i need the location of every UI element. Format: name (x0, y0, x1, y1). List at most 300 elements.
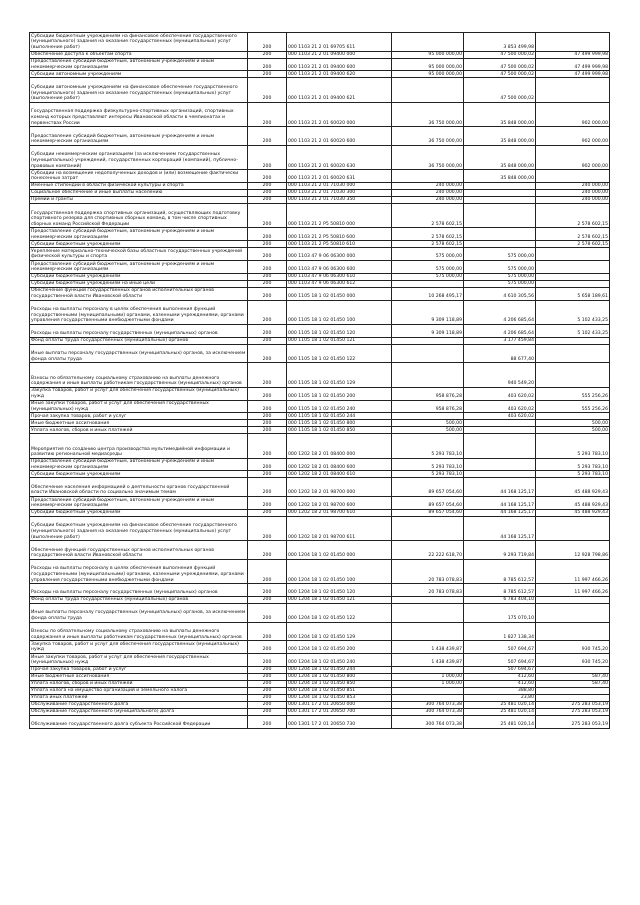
row-line-code-cell: 200 (248, 434, 287, 458)
row-line-code-cell: 200 (248, 597, 287, 604)
row-approved-amount-cell: 1 000,00 (392, 680, 464, 687)
row-line-code-cell: 200 (248, 400, 287, 413)
row-line-code-cell: 200 (248, 584, 287, 597)
row-classification-code-cell: 000 1103 21 2 01 69705 611 (287, 33, 392, 52)
row-unexecuted-amount-cell (536, 337, 610, 344)
row-classification-code-cell: 000 1202 18 2 01 08400 600 (287, 458, 392, 471)
row-name-cell: Иные закупки товаров, работ и услуг для обеспечения государственных (муниципальных) нужд (30, 400, 248, 413)
row-classification-code-cell: 000 1105 18 1 02 01450 240 (287, 400, 392, 413)
row-executed-amount-cell (464, 420, 536, 427)
row-line-code-cell: 200 (248, 363, 287, 387)
row-classification-code-cell: 000 1204 18 1 02 01450 853 (287, 694, 392, 701)
row-executed-amount-cell: 35 848 000,00 (464, 145, 536, 169)
row-unexecuted-amount-cell: 275 283 053,19 (536, 708, 610, 715)
row-executed-amount-cell: 403 620,02 (464, 387, 536, 400)
row-unexecuted-amount-cell: 45 488 929,43 (536, 509, 610, 516)
row-line-code-cell: 200 (248, 241, 287, 248)
table-row (30, 420, 610, 427)
row-classification-code-cell: 000 1105 18 1 02 01450 200 (287, 387, 392, 400)
row-approved-amount-cell: 2 578 602,15 (392, 228, 464, 241)
row-executed-amount-cell: 9 293 719,84 (464, 541, 536, 560)
row-name-cell: Субсидии бюджетным учреждениям (30, 471, 248, 478)
row-executed-amount-cell: 23,80 (464, 694, 536, 701)
row-classification-code-cell: 000 1301 17 2 01 20650 730 (287, 715, 392, 728)
budget-report-page (29, 32, 609, 729)
row-classification-code-cell: 000 1105 18 1 02 01450 120 (287, 324, 392, 337)
row-executed-amount-cell: 35 848 000,00 (464, 170, 536, 183)
row-line-code-cell: 200 (248, 701, 287, 708)
row-approved-amount-cell (392, 170, 464, 183)
row-name-cell: Обслуживание государственного долга субъекта Российской Федерации (30, 715, 248, 728)
row-name-cell: Предоставление субсидий бюджетным, автономным учреждениям и иным некоммерческим организациям (30, 497, 248, 510)
row-executed-amount-cell (464, 196, 536, 203)
table-row (30, 458, 610, 471)
row-name-cell: Субсидии бюджетным учреждениям (30, 273, 248, 280)
row-classification-code-cell: 000 1204 18 1 02 01450 122 (287, 604, 392, 623)
row-unexecuted-amount-cell (536, 363, 610, 387)
table-row (30, 71, 610, 78)
row-classification-code-cell: 000 1103 21 2 P5 50810 610 (287, 241, 392, 248)
row-name-cell: Предоставление субсидий бюджетным, автономным учреждениям и иным некоммерческим организациям (30, 260, 248, 273)
row-line-code-cell: 200 (248, 273, 287, 280)
row-approved-amount-cell: 500,00 (392, 427, 464, 434)
row-classification-code-cell: 000 1103 21 2 01 60020 631 (287, 170, 392, 183)
row-unexecuted-amount-cell: 930 745,20 (536, 641, 610, 654)
row-line-code-cell: 200 (248, 78, 287, 102)
table-row (30, 715, 610, 728)
row-executed-amount-cell: 507 694,67 (464, 654, 536, 667)
row-approved-amount-cell: 89 657 054,60 (392, 478, 464, 497)
row-classification-code-cell: 000 1103 21 2 01 09400 621 (287, 78, 392, 102)
row-executed-amount-cell: 25 481 020,14 (464, 708, 536, 715)
row-name-cell: Мероприятия по созданию центра производства мультимедийной информации и развитию региональной медиасреды (30, 434, 248, 458)
row-name-cell: Иные закупки товаров, работ и услуг для обеспечения государственных (муниципальных) нужд (30, 654, 248, 667)
row-classification-code-cell: 000 1204 18 1 02 01450 850 (287, 680, 392, 687)
row-executed-amount-cell: 4 206 685,64 (464, 324, 536, 337)
row-name-cell: Премии и гранты (30, 196, 248, 203)
row-executed-amount-cell: 25 481 020,14 (464, 701, 536, 708)
row-name-cell: Государственная поддержка спортивных организаций, осуществляющих подготовку спортивного резерва для спортивных сборных команд, в том числе спортивных сборных команд Российской Федерации (30, 203, 248, 227)
row-name-cell: Субсидии бюджетным учреждениям на финансовое обеспечение государственного (муниципального) задания на оказание государственных (муниципальных) услуг (выполнение работ) (30, 516, 248, 540)
row-unexecuted-amount-cell (536, 78, 610, 102)
row-executed-amount-cell: 575 000,00 (464, 273, 536, 280)
row-unexecuted-amount-cell: 587,40 (536, 673, 610, 680)
row-unexecuted-amount-cell: 240 000,00 (536, 196, 610, 203)
row-line-code-cell: 200 (248, 387, 287, 400)
row-name-cell: Обеспечение населения информацией о деятельности органов государственной власти Ивановской области по социально значимым темам (30, 478, 248, 497)
table-row (30, 497, 610, 510)
table-row (30, 273, 610, 280)
row-approved-amount-cell (392, 622, 464, 641)
row-approved-amount-cell: 240 000,00 (392, 189, 464, 196)
row-name-cell: Уплата налога на имущество организаций и земельного налога (30, 687, 248, 694)
row-classification-code-cell: 000 1103 21 2 01 60020 630 (287, 145, 392, 169)
row-name-cell: Субсидии бюджетным учреждениям на иные цели (30, 280, 248, 287)
row-line-code-cell: 200 (248, 680, 287, 687)
row-line-code-cell: 200 (248, 287, 287, 300)
row-classification-code-cell: 000 1202 18 2 01 98700 610 (287, 509, 392, 516)
row-approved-amount-cell: 9 309 118,89 (392, 300, 464, 324)
row-approved-amount-cell (392, 33, 464, 52)
row-line-code-cell: 200 (248, 509, 287, 516)
row-executed-amount-cell: 1 827 138,34 (464, 622, 536, 641)
row-unexecuted-amount-cell: 11 997 466,26 (536, 559, 610, 583)
row-approved-amount-cell: 2 578 602,15 (392, 241, 464, 248)
table-row (30, 182, 610, 189)
row-executed-amount-cell: 575 000,00 (464, 280, 536, 287)
row-line-code-cell: 200 (248, 497, 287, 510)
row-unexecuted-amount-cell (536, 344, 610, 363)
row-classification-code-cell: 000 1105 18 1 02 01450 850 (287, 427, 392, 434)
row-executed-amount-cell: 35 848 000,00 (464, 102, 536, 126)
row-approved-amount-cell: 95 000 000,00 (392, 71, 464, 78)
row-unexecuted-amount-cell: 2 578 602,15 (536, 241, 610, 248)
row-unexecuted-amount-cell: 275 283 053,19 (536, 715, 610, 728)
row-approved-amount-cell: 2 578 602,15 (392, 203, 464, 227)
row-executed-amount-cell: 25 481 020,14 (464, 715, 536, 728)
row-line-code-cell: 200 (248, 541, 287, 560)
row-classification-code-cell: 000 1204 18 1 02 01450 100 (287, 559, 392, 583)
row-approved-amount-cell: 300 764 073,38 (392, 715, 464, 728)
row-line-code-cell: 200 (248, 427, 287, 434)
row-executed-amount-cell: 412,60 (464, 673, 536, 680)
table-row (30, 58, 610, 71)
row-line-code-cell: 200 (248, 127, 287, 146)
row-unexecuted-amount-cell: 902 000,00 (536, 127, 610, 146)
row-approved-amount-cell (392, 694, 464, 701)
row-name-cell: Уплата налогов, сборов и иных платежей (30, 427, 248, 434)
row-name-cell: Субсидии автономным учреждениям на финансовое обеспечение государственного (муниципального) задания на оказание государственных (муниципальных) услуг (выполнение работ) (30, 78, 248, 102)
row-executed-amount-cell: 412,60 (464, 680, 536, 687)
row-approved-amount-cell (392, 597, 464, 604)
row-executed-amount-cell: 575 000,00 (464, 260, 536, 273)
row-name-cell: Иные бюджетные ассигнования (30, 420, 248, 427)
row-line-code-cell: 200 (248, 228, 287, 241)
row-line-code-cell: 200 (248, 33, 287, 52)
table-row (30, 300, 610, 324)
row-name-cell: Обеспечение функций государственных органов исполнительных органов государственной власти Ивановской области (30, 287, 248, 300)
row-unexecuted-amount-cell: 5 102 433,25 (536, 324, 610, 337)
row-name-cell: Предоставление субсидий бюджетным, автономным учреждениям и иным некоммерческим организациям (30, 58, 248, 71)
table-row (30, 287, 610, 300)
table-row (30, 248, 610, 261)
row-approved-amount-cell: 5 293 783,10 (392, 471, 464, 478)
row-line-code-cell: 200 (248, 471, 287, 478)
row-approved-amount-cell (392, 604, 464, 623)
row-executed-amount-cell: 88 677,40 (464, 344, 536, 363)
row-line-code-cell: 200 (248, 102, 287, 126)
row-line-code-cell: 200 (248, 715, 287, 728)
row-unexecuted-amount-cell: 930 745,20 (536, 654, 610, 667)
row-executed-amount-cell: 8 785 612,57 (464, 559, 536, 583)
row-line-code-cell: 200 (248, 248, 287, 261)
row-line-code-cell: 200 (248, 189, 287, 196)
row-approved-amount-cell: 36 750 000,00 (392, 102, 464, 126)
row-classification-code-cell: 000 1103 21 2 01 09400 620 (287, 71, 392, 78)
row-unexecuted-amount-cell (536, 687, 610, 694)
row-approved-amount-cell: 575 000,00 (392, 260, 464, 273)
row-unexecuted-amount-cell (536, 413, 610, 420)
table-row (30, 597, 610, 604)
row-unexecuted-amount-cell: 47 499 999,98 (536, 51, 610, 58)
table-row (30, 127, 610, 146)
row-executed-amount-cell: 507 694,67 (464, 641, 536, 654)
row-executed-amount-cell: 35 848 000,00 (464, 127, 536, 146)
row-unexecuted-amount-cell (536, 260, 610, 273)
row-line-code-cell: 200 (248, 641, 287, 654)
table-row (30, 33, 610, 52)
table-row (30, 400, 610, 413)
row-classification-code-cell: 000 1103 47 9 06 06300 612 (287, 280, 392, 287)
row-classification-code-cell: 000 1103 21 2 P5 50810 600 (287, 228, 392, 241)
row-approved-amount-cell: 1 000,00 (392, 673, 464, 680)
row-classification-code-cell: 000 1204 18 1 02 01450 000 (287, 541, 392, 560)
table-row (30, 694, 610, 701)
row-classification-code-cell: 000 1103 21 2 01 60020 600 (287, 127, 392, 146)
row-approved-amount-cell: 300 764 073,38 (392, 708, 464, 715)
table-row (30, 324, 610, 337)
row-executed-amount-cell: 388,80 (464, 687, 536, 694)
row-line-code-cell: 200 (248, 337, 287, 344)
table-row (30, 189, 610, 196)
row-approved-amount-cell (392, 413, 464, 420)
row-name-cell: Именные стипендии в области физической культуры и спорта (30, 182, 248, 189)
table-row (30, 641, 610, 654)
row-approved-amount-cell: 20 783 078,83 (392, 584, 464, 597)
row-name-cell: Расходы на выплаты персоналу государственных (муниципальных) органов (30, 584, 248, 597)
row-approved-amount-cell: 958 876,28 (392, 387, 464, 400)
table-row (30, 337, 610, 344)
row-classification-code-cell: 000 1103 21 2 01 09400 600 (287, 58, 392, 71)
row-line-code-cell: 200 (248, 58, 287, 71)
row-line-code-cell: 200 (248, 196, 287, 203)
row-name-cell: Социальное обеспечение и иные выплаты населению (30, 189, 248, 196)
row-unexecuted-amount-cell: 2 578 602,15 (536, 228, 610, 241)
row-approved-amount-cell: 300 764 073,38 (392, 701, 464, 708)
row-unexecuted-amount-cell (536, 516, 610, 540)
row-classification-code-cell: 000 1103 21 2 P5 50810 000 (287, 203, 392, 227)
table-row (30, 260, 610, 273)
row-name-cell: Закупка товаров, работ и услуг для обеспечения государственных (муниципальных) нужд (30, 641, 248, 654)
row-approved-amount-cell: 9 309 118,89 (392, 324, 464, 337)
row-classification-code-cell: 000 1103 21 2 01 71030 000 (287, 182, 392, 189)
table-row (30, 673, 610, 680)
row-line-code-cell: 200 (248, 300, 287, 324)
row-executed-amount-cell: 3 853 499,98 (464, 33, 536, 52)
row-classification-code-cell: 000 1202 18 2 01 98700 600 (287, 497, 392, 510)
table-row (30, 478, 610, 497)
row-approved-amount-cell: 958 876,28 (392, 400, 464, 413)
row-executed-amount-cell: 6 783 404,10 (464, 597, 536, 604)
row-approved-amount-cell: 1 438 439,87 (392, 641, 464, 654)
row-line-code-cell: 200 (248, 694, 287, 701)
row-line-code-cell: 200 (248, 344, 287, 363)
row-name-cell: Субсидии автономным учреждениям (30, 71, 248, 78)
row-name-cell: Субсидии бюджетным учреждениям (30, 241, 248, 248)
row-approved-amount-cell: 10 268 495,17 (392, 287, 464, 300)
row-line-code-cell: 200 (248, 170, 287, 183)
row-line-code-cell: 200 (248, 654, 287, 667)
row-unexecuted-amount-cell: 11 997 466,26 (536, 584, 610, 597)
table-row (30, 170, 610, 183)
row-executed-amount-cell: 47 500 000,02 (464, 58, 536, 71)
row-unexecuted-amount-cell: 47 499 999,98 (536, 58, 610, 71)
row-classification-code-cell: 000 1105 18 1 02 01450 122 (287, 344, 392, 363)
row-name-cell: Обслуживание государственного долга (30, 701, 248, 708)
row-executed-amount-cell (464, 241, 536, 248)
row-line-code-cell: 200 (248, 182, 287, 189)
row-unexecuted-amount-cell (536, 273, 610, 280)
row-name-cell: Расходы на выплаты персоналу в целях обеспечения выполнения функций государственными (муниципальными) органами, казенными учреждениями, органами управления государственными внебюджетными фондами (30, 300, 248, 324)
row-approved-amount-cell (392, 687, 464, 694)
row-unexecuted-amount-cell: 47 499 999,98 (536, 71, 610, 78)
table-row (30, 280, 610, 287)
row-classification-code-cell: 000 1204 18 1 02 01450 120 (287, 584, 392, 597)
row-unexecuted-amount-cell (536, 33, 610, 52)
table-row (30, 196, 610, 203)
row-name-cell: Прочая закупка товаров, работ и услуг (30, 413, 248, 420)
table-row (30, 687, 610, 694)
table-row (30, 559, 610, 583)
row-unexecuted-amount-cell (536, 666, 610, 673)
row-classification-code-cell: 000 1103 21 2 01 71030 300 (287, 189, 392, 196)
row-line-code-cell: 200 (248, 604, 287, 623)
table-row (30, 701, 610, 708)
row-unexecuted-amount-cell (536, 604, 610, 623)
row-approved-amount-cell (392, 280, 464, 287)
table-row (30, 509, 610, 516)
table-row (30, 680, 610, 687)
row-classification-code-cell: 000 1204 18 1 02 01450 121 (287, 597, 392, 604)
row-approved-amount-cell (392, 337, 464, 344)
row-line-code-cell: 200 (248, 666, 287, 673)
row-name-cell: Обеспечение функций государственных органов исполнительных органов государственной власти Ивановской области (30, 541, 248, 560)
row-line-code-cell: 200 (248, 145, 287, 169)
row-classification-code-cell: 000 1103 47 9 06 06300 000 (287, 248, 392, 261)
row-unexecuted-amount-cell: 902 000,00 (536, 102, 610, 126)
table-row (30, 363, 610, 387)
row-executed-amount-cell: 47 500 000,02 (464, 78, 536, 102)
row-unexecuted-amount-cell (536, 280, 610, 287)
row-classification-code-cell: 000 1301 17 2 01 20650 700 (287, 708, 392, 715)
table-row (30, 434, 610, 458)
row-name-cell: Государственная поддержка физкультурно-спортивных организаций, спортивных команд которых представляют интересы Ивановской области в чемпионатах и первенствах России (30, 102, 248, 126)
row-name-cell: Взносы по обязательному социальному страхованию на выплаты денежного содержания и иные выплаты работникам государственных (муниципальных) органов (30, 363, 248, 387)
row-approved-amount-cell (392, 363, 464, 387)
row-unexecuted-amount-cell: 45 488 929,43 (536, 478, 610, 497)
row-name-cell: Фонд оплаты труда государственных (муниципальных) органов (30, 597, 248, 604)
table-row (30, 51, 610, 58)
row-unexecuted-amount-cell: 500,00 (536, 427, 610, 434)
row-classification-code-cell: 000 1204 18 1 02 01450 129 (287, 622, 392, 641)
row-executed-amount-cell: 3 177 459,84 (464, 337, 536, 344)
table-row (30, 516, 610, 540)
row-line-code-cell: 200 (248, 260, 287, 273)
table-row (30, 387, 610, 400)
row-classification-code-cell: 000 1103 21 2 01 09400 000 (287, 51, 392, 58)
table-row (30, 344, 610, 363)
table-row (30, 708, 610, 715)
row-approved-amount-cell: 36 750 000,00 (392, 145, 464, 169)
row-approved-amount-cell: 575 000,00 (392, 273, 464, 280)
row-line-code-cell: 200 (248, 420, 287, 427)
row-name-cell: Субсидии на возмещение недополученных доходов и (или) возмещение фактически понесенных затрат (30, 170, 248, 183)
row-executed-amount-cell: 44 168 125,17 (464, 478, 536, 497)
row-name-cell: Фонд оплаты труда государственных (муниципальных) органов (30, 337, 248, 344)
row-approved-amount-cell: 95 000 000,00 (392, 51, 464, 58)
row-executed-amount-cell: 8 785 612,57 (464, 584, 536, 597)
row-executed-amount-cell: 47 500 000,02 (464, 51, 536, 58)
row-unexecuted-amount-cell: 240 000,00 (536, 182, 610, 189)
row-unexecuted-amount-cell: 5 102 433,25 (536, 300, 610, 324)
row-unexecuted-amount-cell (536, 694, 610, 701)
row-name-cell: Расходы на выплаты персоналу в целях обеспечения выполнения функций государственными (муниципальными) органами, казенными учреждениями, органами управления государственными внебюджетными фондами (30, 559, 248, 583)
row-unexecuted-amount-cell (536, 622, 610, 641)
row-executed-amount-cell (464, 228, 536, 241)
row-classification-code-cell: 000 1105 18 1 02 01450 121 (287, 337, 392, 344)
row-unexecuted-amount-cell: 902 000,00 (536, 145, 610, 169)
row-name-cell: Предоставление субсидий бюджетным, автономным учреждениям и иным некоммерческим организациям (30, 127, 248, 146)
row-line-code-cell: 200 (248, 673, 287, 680)
row-classification-code-cell: 000 1103 47 9 06 06300 610 (287, 273, 392, 280)
row-executed-amount-cell: 507 694,67 (464, 666, 536, 673)
row-classification-code-cell: 000 1204 18 1 02 01450 240 (287, 654, 392, 667)
table-row (30, 622, 610, 641)
row-approved-amount-cell: 5 293 783,10 (392, 458, 464, 471)
row-name-cell: Субсидии бюджетным учреждениям (30, 509, 248, 516)
row-unexecuted-amount-cell: 275 283 053,19 (536, 701, 610, 708)
row-executed-amount-cell (464, 434, 536, 458)
table-row (30, 604, 610, 623)
table-row (30, 471, 610, 478)
row-line-code-cell: 200 (248, 324, 287, 337)
row-unexecuted-amount-cell: 240 000,00 (536, 189, 610, 196)
row-approved-amount-cell (392, 666, 464, 673)
row-executed-amount-cell: 4 206 685,64 (464, 300, 536, 324)
row-executed-amount-cell (464, 458, 536, 471)
table-body (30, 33, 610, 729)
row-line-code-cell: 200 (248, 280, 287, 287)
row-approved-amount-cell: 575 000,00 (392, 248, 464, 261)
row-approved-amount-cell: 5 293 783,10 (392, 434, 464, 458)
table-row (30, 102, 610, 126)
row-executed-amount-cell (464, 427, 536, 434)
row-name-cell: Уплата налогов, сборов и иных платежей (30, 680, 248, 687)
row-executed-amount-cell: 44 168 125,17 (464, 516, 536, 540)
row-approved-amount-cell: 20 783 078,83 (392, 559, 464, 583)
row-executed-amount-cell (464, 471, 536, 478)
budget-expenditure-table (29, 32, 610, 729)
row-executed-amount-cell: 44 168 125,17 (464, 497, 536, 510)
row-name-cell: Предоставление субсидий бюджетным, автономным учреждениям и иным некоммерческим организациям (30, 458, 248, 471)
row-name-cell: Субсидии некоммерческим организациям (за исключением государственных (муниципальных) учреждений, государственных корпораций (компаний), публично-правовых компаний) (30, 145, 248, 169)
row-approved-amount-cell: 36 750 000,00 (392, 127, 464, 146)
row-unexecuted-amount-cell (536, 597, 610, 604)
row-unexecuted-amount-cell: 5 293 783,10 (536, 458, 610, 471)
row-classification-code-cell: 000 1105 18 1 02 01450 129 (287, 363, 392, 387)
row-unexecuted-amount-cell (536, 248, 610, 261)
row-classification-code-cell: 000 1105 18 1 02 01450 244 (287, 413, 392, 420)
table-row (30, 145, 610, 169)
row-line-code-cell: 200 (248, 622, 287, 641)
row-classification-code-cell: 000 1202 18 2 01 98700 000 (287, 478, 392, 497)
row-approved-amount-cell (392, 516, 464, 540)
row-unexecuted-amount-cell (536, 170, 610, 183)
row-line-code-cell: 200 (248, 478, 287, 497)
row-name-cell: Уплата иных платежей (30, 694, 248, 701)
table-row (30, 584, 610, 597)
row-executed-amount-cell: 175 070,10 (464, 604, 536, 623)
